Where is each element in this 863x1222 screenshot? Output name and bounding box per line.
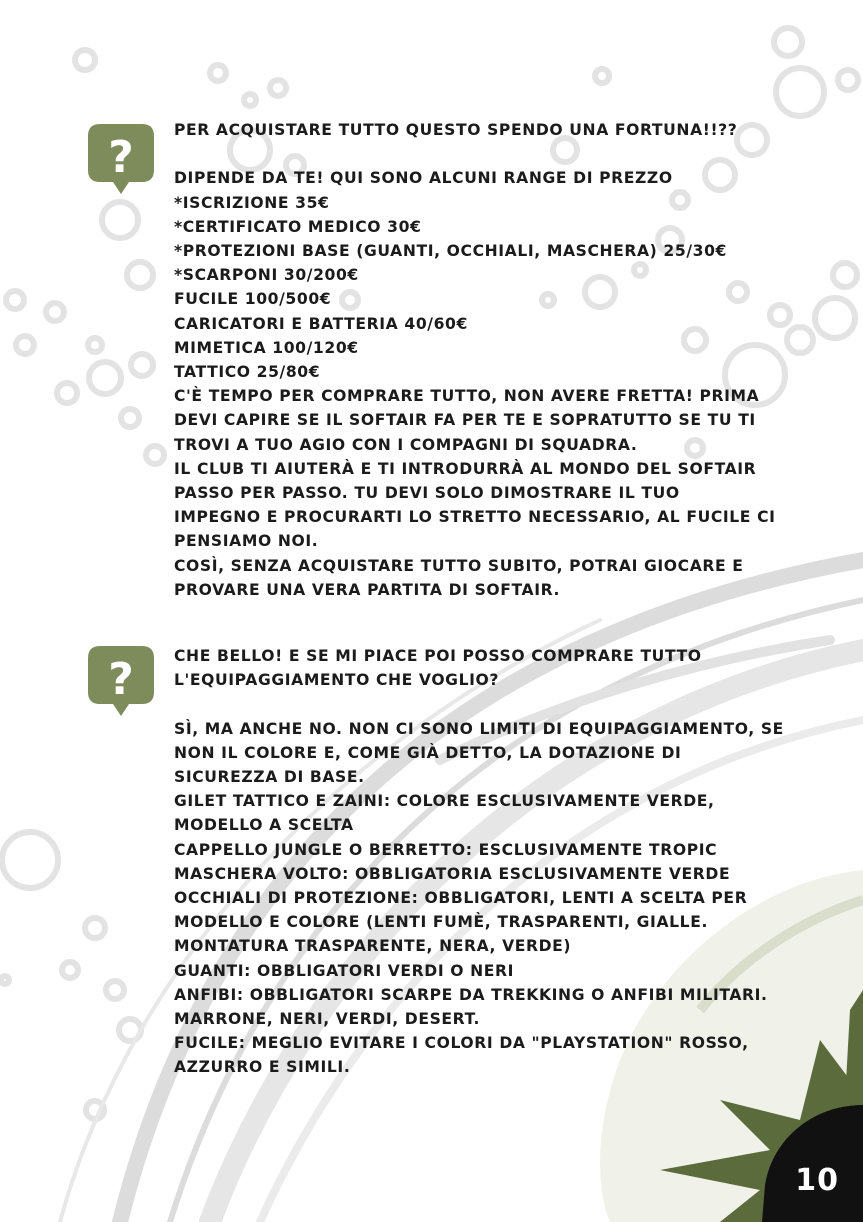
- answer-line: MONTATURA TRASPARENTE, NERA, VERDE): [174, 937, 572, 956]
- answer-line: AZZURRO E SIMILI.: [174, 1058, 351, 1077]
- answer-line: ANFIBI: OBBLIGATORI SCARPE DA TREKKING O ANFIBI MILITARI.: [174, 985, 768, 1004]
- answer-line: PROVARE UNA VERA PARTITA DI SOFTAIR.: [174, 580, 561, 599]
- answer-line: MODELLO E COLORE (LENTI FUMÈ, TRASPARENTI, GIALLE.: [174, 913, 708, 932]
- answer-line: FUCILE: MEGLIO EVITARE I COLORI DA "PLAYSTATION" ROSSO,: [174, 1034, 749, 1053]
- answer-line: DEVI CAPIRE SE IL SOFTAIR FA PER TE E SOPRATUTTO SE TU TI: [174, 411, 756, 430]
- answer-line: IL CLUB TI AIUTERÀ E TI INTRODURRÀ AL MONDO DEL SOFTAIR: [174, 459, 757, 478]
- answer-line: NON IL COLORE E, COME GIÀ DETTO, LA DOTAZIONE DI: [174, 743, 682, 762]
- answer-line: *SCARPONI 30/200€: [174, 266, 359, 285]
- answer-line: MODELLO A SCELTA: [174, 816, 354, 835]
- answer-line: MASCHERA VOLTO: OBBLIGATORIA ESCLUSIVAMENTE VERDE: [174, 864, 731, 883]
- answer-line: *PROTEZIONI BASE (GUANTI, OCCHIALI, MASCHERA) 25/30€: [174, 242, 727, 260]
- answer-line: PENSIAMO NOI.: [174, 532, 319, 551]
- answer-line: OCCHIALI DI PROTEZIONE: OBBLIGATORI, LENTI A SCELTA PER: [174, 889, 748, 908]
- answer-line: COSÌ, SENZA ACQUISTARE TUTTO SUBITO, POTRAI GIOCARE E: [174, 556, 744, 575]
- answer-line: DIPENDE DA TE! QUI SONO ALCUNI RANGE DI PREZZO: [174, 169, 673, 188]
- question-mark-icon: [88, 646, 154, 716]
- question-text: PER ACQUISTARE TUTTO QUESTO SPENDO UNA FORTUNA!!??: [174, 121, 738, 139]
- answer-line: MARRONE, NERI, VERDI, DESERT.: [174, 1010, 480, 1029]
- question-text: L'EQUIPAGGIAMENTO CHE VOGLIO?: [174, 671, 500, 690]
- answer-line: GUANTI: OBBLIGATORI VERDI O NERI: [174, 961, 515, 980]
- answer-line: CAPPELLO JUNGLE O BERRETTO: ESCLUSIVAMENTE TROPIC: [174, 840, 718, 859]
- page-number: 10: [795, 1163, 839, 1198]
- answer-line: C'È TEMPO PER COMPRARE TUTTO, NON AVERE FRETTA! PRIMA: [174, 387, 760, 406]
- answer-line: SÌ, MA ANCHE NO. NON CI SONO LIMITI DI EQUIPAGGIAMENTO, SE: [174, 719, 784, 738]
- answer-line: TROVI A TUO AGIO CON I COMPAGNI DI SQUADRA.: [174, 435, 638, 454]
- answer-line: PASSO PER PASSO. TU DEVI SOLO DIMOSTRARE IL TUO: [174, 484, 680, 503]
- answer-line: *ISCRIZIONE 35€: [174, 193, 330, 212]
- svg-text:?: ?: [108, 654, 134, 705]
- answer-line: IMPEGNO E PROCURARTI LO STRETTO NECESSARIO, AL FUCILE CI: [174, 508, 776, 527]
- answer-line: GILET TATTICO E ZAINI: COLORE ESCLUSIVAMENTE VERDE,: [174, 792, 715, 811]
- answer-line: TATTICO 25/80€: [174, 363, 321, 382]
- answer-line: *CERTIFICATO MEDICO 30€: [174, 217, 422, 236]
- answer-line: FUCILE 100/500€: [174, 290, 332, 309]
- answer-line: SICUREZZA DI BASE.: [174, 768, 365, 786]
- answer-line: MIMETICA 100/120€: [174, 338, 359, 357]
- answer-line: CARICATORI E BATTERIA 40/60€: [174, 314, 468, 333]
- svg-text:?: ?: [108, 132, 134, 183]
- question-text: CHE BELLO! E SE MI PIACE POI POSSO COMPRARE TUTTO: [174, 647, 702, 665]
- question-mark-icon: [88, 124, 154, 194]
